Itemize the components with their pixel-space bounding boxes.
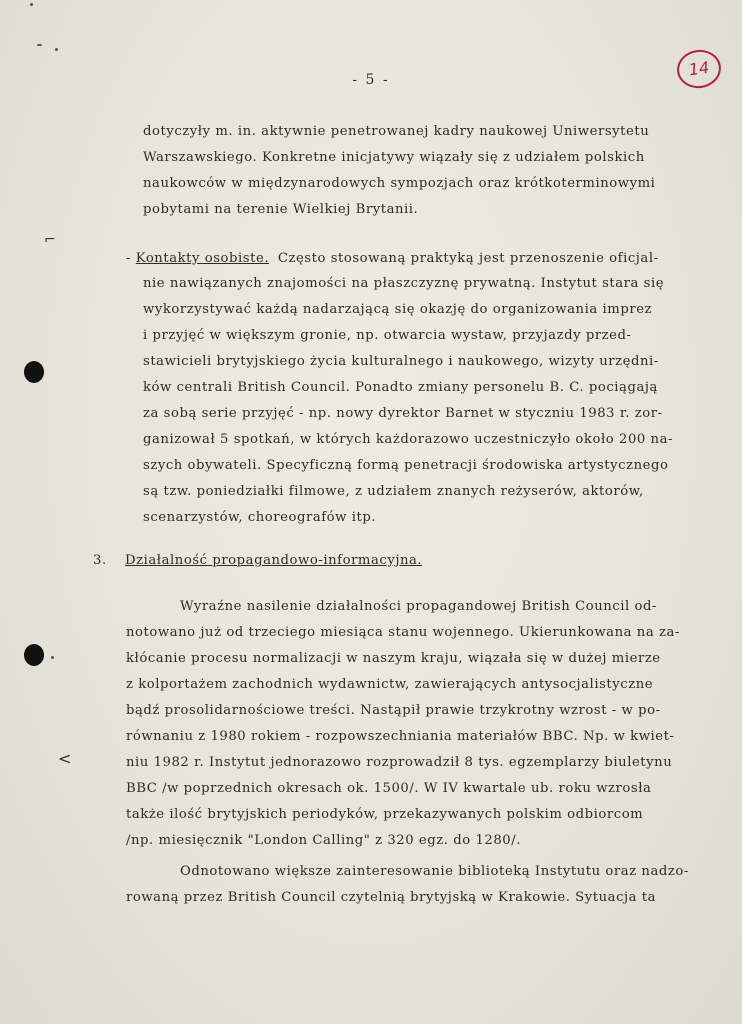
para2-line: stawicieli brytyjskiego życia kulturalnego i naukowego, wizyty urzędni- — [143, 354, 659, 369]
para4-line: rowaną przez British Council czytelnią brytyjską w Krakowie. Sytuacja ta — [126, 890, 657, 905]
para2-line: scenarzystów, choreografów itp. — [143, 510, 377, 525]
para3-line: BBC /w poprzednich okresach ok. 1500/. W IV kwartale ub. roku wzrosła — [126, 781, 652, 796]
section-3-title: Działalność propagandowo-informacyjna. — [125, 553, 423, 568]
para3-line: notowano już od trzeciego miesiąca stanu wojennego. Ukierunkowana na za- — [126, 625, 680, 640]
para1-line: dotyczyły m. in. aktywnie penetrowanej kadry naukowej Uniwersytetu — [143, 124, 650, 139]
speck — [37, 44, 42, 46]
page-number: - 5 - — [352, 72, 390, 88]
para2-line: szych obywateli. Specyficzną formą penetracji środowiska artystycznego — [143, 458, 669, 473]
para1-line: naukowców w międzynarodowych sympozjach oraz krótkoterminowymi — [143, 176, 656, 191]
punch-hole — [24, 361, 44, 383]
para2-line: ków centrali British Council. Ponadto zmiany personelu B. C. pociągają — [143, 380, 658, 395]
folio-stamp: 14 — [675, 47, 724, 91]
speck — [55, 48, 58, 51]
para2-heading: Kontakty osobiste. — [135, 251, 270, 266]
para3-line: także ilość brytyjskich periodyków, przekazywanych polskim odbiorcom — [126, 807, 644, 822]
para3-line: z kolportażem zachodnich wydawnictw, zawierających antysocjalistyczne — [126, 677, 654, 692]
speck — [30, 3, 33, 6]
para2-line: nie nawiązanych znajomości na płaszczyznę prywatną. Instytut stara się — [143, 276, 665, 291]
para3-line: niu 1982 r. Instytut jednorazowo rozprowadził 8 tys. egzemplarzy biuletynu — [126, 755, 673, 770]
para1-line: pobytami na terenie Wielkiej Brytanii. — [143, 202, 419, 217]
punch-hole — [24, 644, 44, 666]
para3-line: równaniu z 1980 rokiem - rozpowszechniania materiałów BBC. Np. w kwiet- — [126, 729, 675, 744]
para3-line: Wyraźne nasilenie działalności propagandowej British Council od- — [180, 599, 657, 614]
para3-line: /np. miesięcznik "London Calling" z 320 egz. do 1280/. — [126, 833, 521, 848]
section-3-number: 3. — [93, 553, 107, 568]
margin-tick-mark: ⌐ — [44, 232, 56, 248]
para2-line: są tzw. poniedziałki filmowe, z udziałem znanych reżyserów, aktorów, — [143, 484, 644, 499]
speck — [51, 656, 54, 659]
para2-line: i przyjęć w większym gronie, np. otwarcia wystaw, przyjazdy przed- — [143, 328, 632, 343]
para2-line: ganizował 5 spotkań, w których każdorazowo uczestniczyło około 200 na- — [143, 432, 674, 447]
para2-first-rest: Często stosowaną praktyką jest przenoszenie oficjal- — [277, 251, 659, 266]
margin-arrow-mark: < — [58, 749, 72, 768]
para2-line: wykorzystywać każdą nadarzającą się okazję do organizowania imprez — [143, 302, 653, 317]
para2-dash: - — [126, 251, 132, 266]
para2-line: za sobą serie przyjęć - np. nowy dyrektor Barnet w styczniu 1983 r. zor- — [143, 406, 663, 421]
para2-first-line — [126, 251, 659, 266]
para4-line: Odnotowano większe zainteresowanie biblioteką Instytutu oraz nadzo- — [180, 864, 689, 879]
para1-line: Warszawskiego. Konkretne inicjatywy wiązały się z udziałem polskich — [143, 150, 645, 165]
para3-line: bądź prosolidarnościowe treści. Nastąpił prawie trzykrotny wzrost - w po- — [126, 703, 661, 718]
para3-line: kłócanie procesu normalizacji w naszym kraju, wiązała się w dużej mierze — [126, 651, 661, 666]
